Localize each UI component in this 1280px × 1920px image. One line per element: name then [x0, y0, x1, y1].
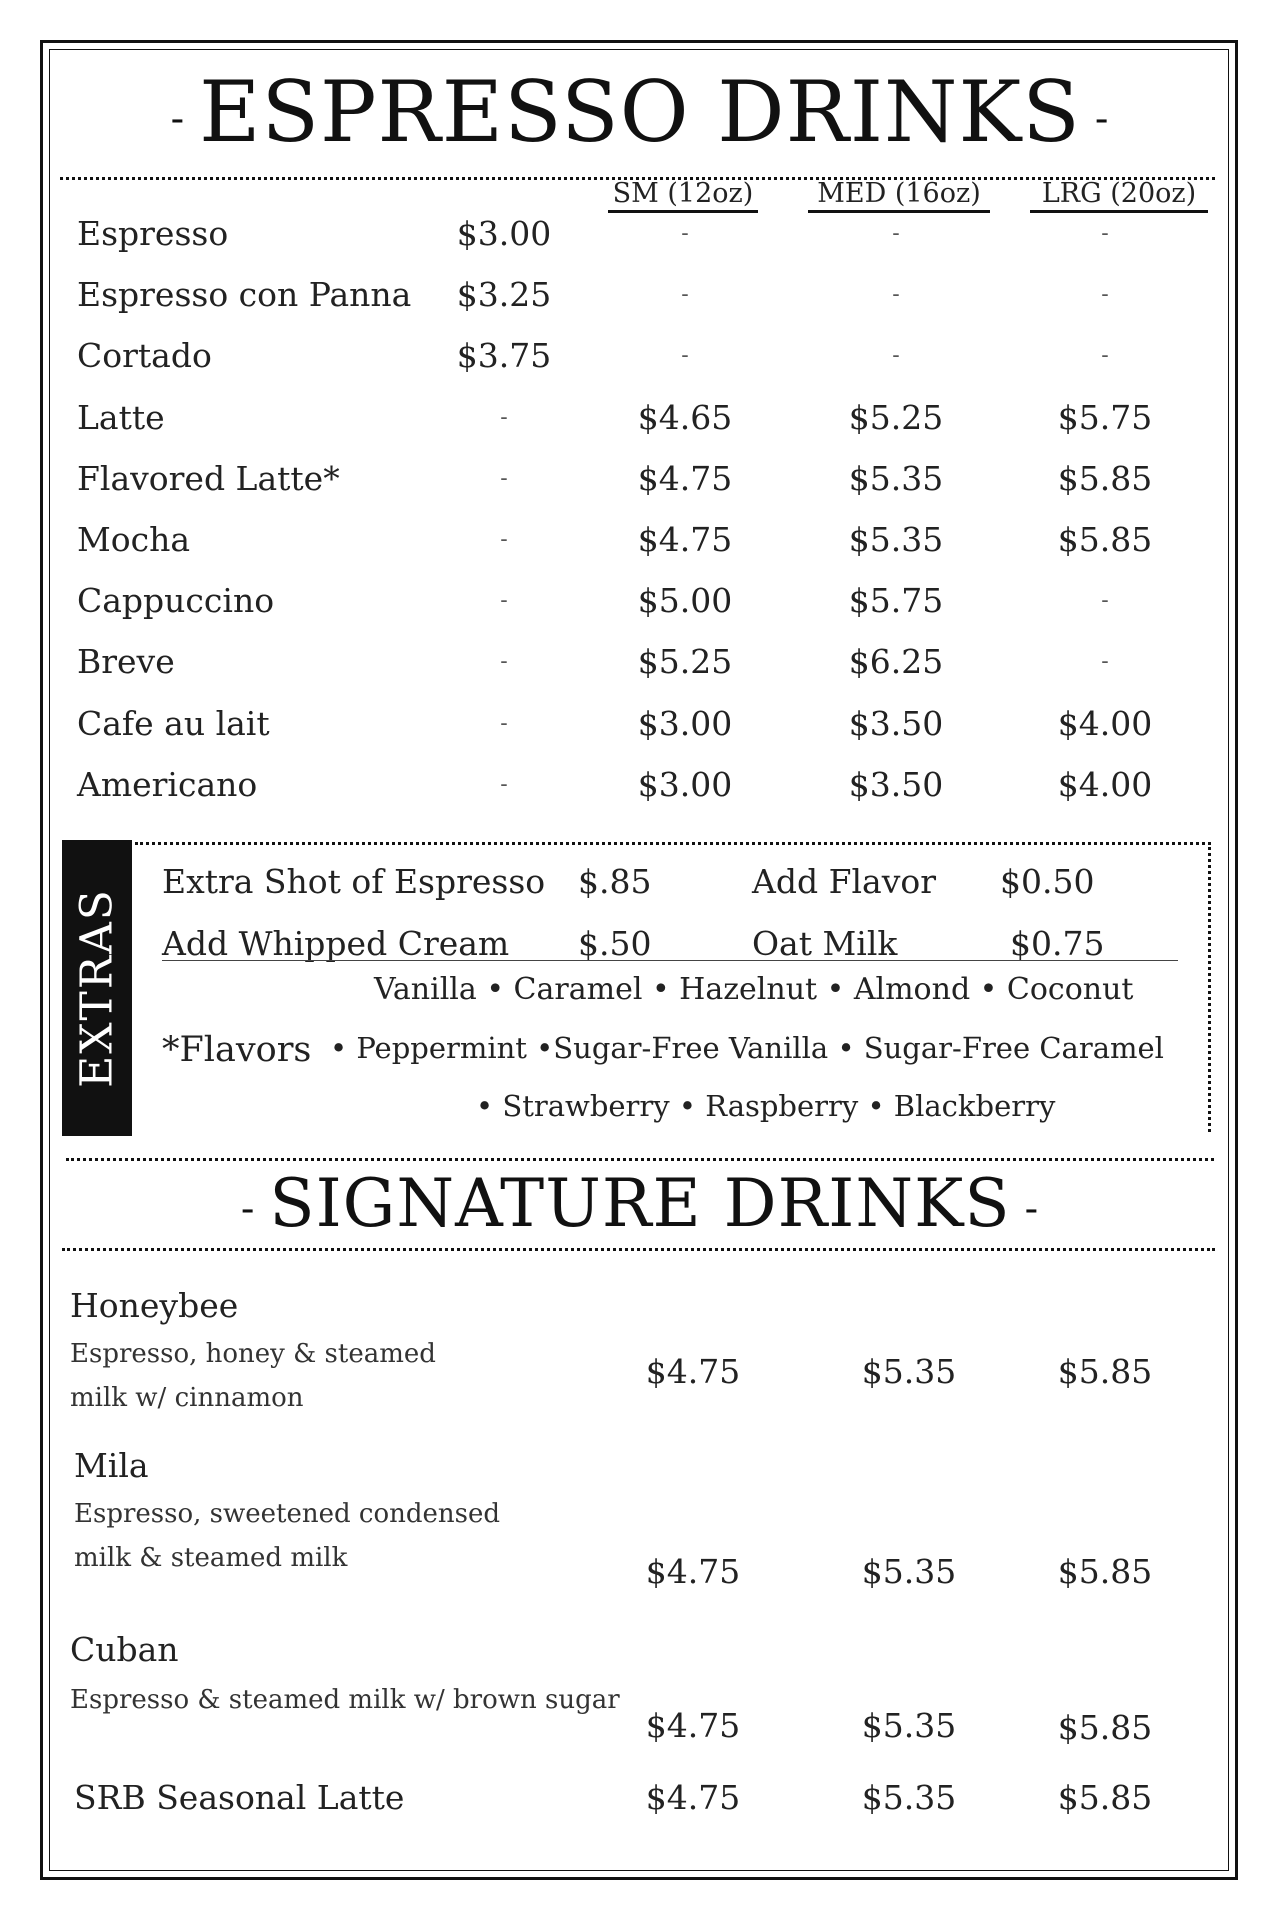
menu-item-name: Latte [77, 398, 165, 437]
signature-price-sm: $4.75 [645, 1778, 741, 1817]
price-sm: - [681, 221, 689, 246]
price-sm: $5.00 [637, 581, 733, 620]
price-lrg: - [1101, 588, 1109, 613]
price-lrg: $5.75 [1057, 398, 1153, 437]
price-lrg: $4.00 [1057, 704, 1153, 743]
price-single: - [500, 527, 508, 552]
extra-item-price: $0.50 [1000, 862, 1095, 901]
price-lrg: - [1101, 649, 1109, 674]
title-dash-left: - [240, 1186, 256, 1232]
menu-item-name: Cappuccino [77, 581, 275, 620]
signature-item-name: Cuban [70, 1630, 179, 1669]
menu-item-name: Breve [77, 642, 175, 681]
price-single: - [500, 588, 508, 613]
price-lrg: $5.85 [1057, 520, 1153, 559]
flavor-line: • Peppermint •Sugar-Free Vanilla • Sugar-Free Caramel [330, 1031, 1164, 1065]
title-dash-right: - [1094, 96, 1110, 142]
signature-price-lrg: $5.85 [1057, 1352, 1153, 1391]
flavors-label: *Flavors [162, 1030, 312, 1070]
signature-price-sm: $4.75 [645, 1352, 741, 1391]
price-lrg: - [1101, 282, 1109, 307]
espresso-drinks-title [0, 62, 1280, 169]
menu-item-name: Cortado [77, 336, 212, 375]
menu-item-name: Americano [77, 765, 258, 804]
price-sm: $4.75 [637, 520, 733, 559]
dotted-divider [66, 1158, 1214, 1161]
extra-item-name: Add Flavor [752, 862, 936, 901]
price-single: $3.25 [456, 275, 552, 314]
price-lrg: - [1101, 221, 1109, 246]
title-dash-right: - [1024, 1186, 1040, 1232]
extras-tab [62, 840, 132, 1136]
title-dash-left: - [170, 96, 186, 142]
signature-price-med: $5.35 [861, 1352, 957, 1391]
signature-item-desc: Espresso, honey & steamed milk w/ cinnamon [70, 1339, 436, 1413]
price-single: - [500, 711, 508, 736]
menu-item-name: Flavored Latte* [77, 459, 340, 498]
price-med: - [892, 343, 900, 368]
extras-underline [162, 960, 1178, 961]
extras-label: EXTRAS [71, 888, 123, 1088]
size-header-lrg: LRG (20oz) [1030, 178, 1208, 213]
signature-price-sm: $4.75 [645, 1706, 741, 1745]
price-med: $5.25 [848, 398, 944, 437]
menu-item-name: Espresso [77, 214, 229, 253]
signature-price-med: $5.35 [861, 1778, 957, 1817]
signature-price-sm: $4.75 [645, 1552, 741, 1591]
price-single: $3.00 [456, 214, 552, 253]
signature-price-med: $5.35 [861, 1552, 957, 1591]
price-single: - [500, 649, 508, 674]
price-single: - [500, 405, 508, 430]
signature-item-name: Mila [74, 1446, 149, 1485]
price-med: $6.25 [848, 642, 944, 681]
price-sm: - [681, 343, 689, 368]
price-lrg: $5.85 [1057, 459, 1153, 498]
extra-item-price: $.50 [578, 924, 652, 963]
size-header-med: MED (16oz) [808, 178, 990, 213]
price-sm: - [681, 282, 689, 307]
signature-price-med: $5.35 [861, 1706, 957, 1745]
extra-item-price: $.85 [578, 862, 652, 901]
signature-item-desc: Espresso, sweetened condensed milk & steamed milk [74, 1499, 501, 1573]
signature-drinks-title [0, 1162, 1280, 1251]
menu-item-name: Cafe au lait [77, 704, 270, 743]
extra-item-name: Add Whipped Cream [162, 924, 510, 963]
espresso-title-text: ESPRESSO DRINKS [199, 63, 1081, 161]
price-med: $5.35 [848, 520, 944, 559]
price-med: $3.50 [848, 704, 944, 743]
flavor-line: Vanilla • Caramel • Hazelnut • Almond • Coconut [374, 972, 1134, 1007]
price-single: $3.75 [456, 336, 552, 375]
signature-item-desc: Espresso & steamed milk w/ brown sugar [70, 1685, 620, 1715]
size-header-sm: SM (12oz) [608, 178, 758, 213]
price-sm: $3.00 [637, 765, 733, 804]
signature-price-lrg: $5.85 [1057, 1552, 1153, 1591]
extra-item-price: $0.75 [1010, 924, 1105, 963]
price-sm: $4.65 [637, 398, 733, 437]
dotted-divider [62, 1248, 1215, 1251]
price-med: - [892, 221, 900, 246]
extra-item-name: Oat Milk [752, 924, 898, 963]
price-lrg: - [1101, 343, 1109, 368]
price-med: $3.50 [848, 765, 944, 804]
menu-item-name: Mocha [77, 520, 191, 559]
menu-item-name: Espresso con Panna [77, 275, 412, 314]
extra-item-name: Extra Shot of Espresso [162, 862, 546, 901]
price-med: $5.35 [848, 459, 944, 498]
price-sm: $3.00 [637, 704, 733, 743]
price-med: - [892, 282, 900, 307]
signature-title-text: SIGNATURE DRINKS [269, 1165, 1011, 1242]
signature-item-name: SRB Seasonal Latte [74, 1778, 405, 1817]
price-med: $5.75 [848, 581, 944, 620]
price-lrg: $4.00 [1057, 765, 1153, 804]
signature-item-name: Honeybee [70, 1286, 239, 1325]
price-sm: $4.75 [637, 459, 733, 498]
price-single: - [500, 466, 508, 491]
price-sm: $5.25 [637, 642, 733, 681]
signature-price-lrg: $5.85 [1057, 1778, 1153, 1817]
signature-price-lrg: $5.85 [1057, 1708, 1153, 1747]
price-single: - [500, 772, 508, 797]
flavor-line: • Strawberry • Raspberry • Blackberry [476, 1089, 1056, 1123]
